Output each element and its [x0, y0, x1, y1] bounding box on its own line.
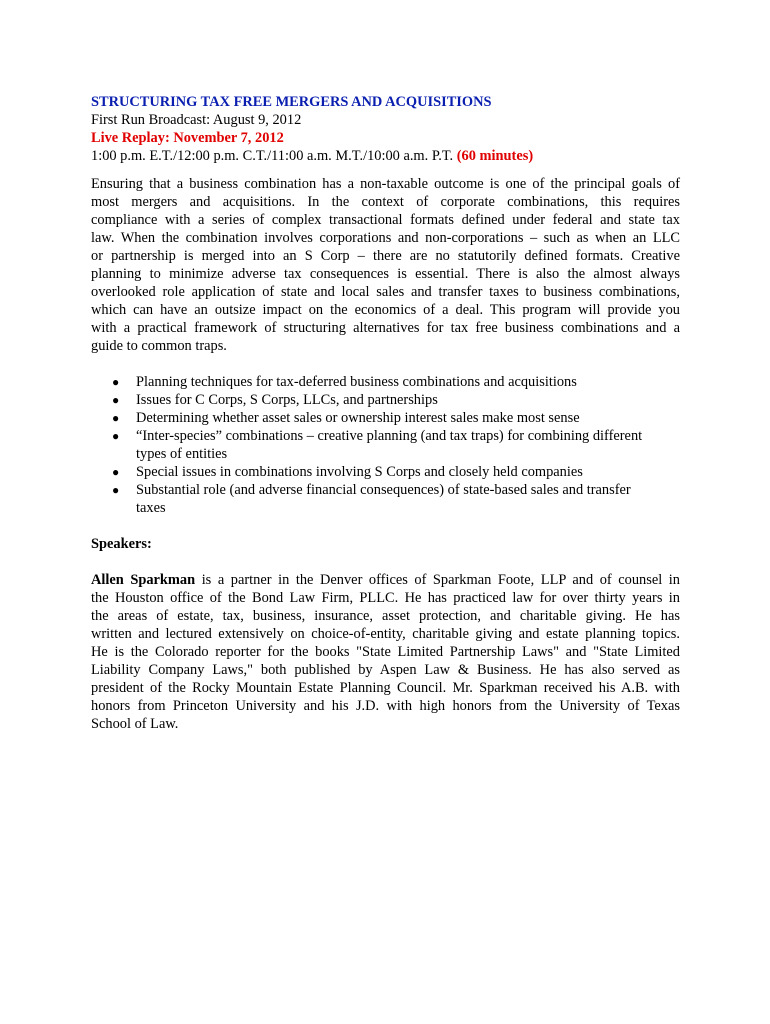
intro-line: or partnership is merged into an S Corp – there are no statutorily defined formats. Creative	[91, 248, 680, 264]
speaker-name: Allen Sparkman	[91, 572, 196, 588]
time-zones: 1:00 p.m. E.T./12:00 p.m. C.T./11:00 a.m. M.T./10:00 a.m. P.T.	[91, 148, 454, 164]
topic-list	[91, 373, 680, 517]
intro-line: which can have an outsize impact on the economics of a deal. This program will provide you	[91, 302, 680, 318]
list-item: ● Issues for C Corps, S Corps, LLCs, and partnerships	[112, 392, 438, 408]
bio-line: Allen Sparkman is a partner in the Denver offices of Sparkman Foote, LLP and of counsel in	[91, 572, 680, 588]
intro-line: overlooked role application of state and local sales and transfer taxes to business combinations,	[91, 284, 680, 300]
list-item: ● Substantial role (and adverse financial consequences) of state-based sales and transfer taxes	[112, 482, 631, 516]
bio-line: honors from Princeton University and his J.D. with high honors from the University of Texas	[91, 698, 680, 714]
bio-line: He is the Colorado reporter for the books "State Limited Partnership Laws" and "State Limited	[91, 644, 680, 660]
bullet-icon: ●	[112, 375, 120, 389]
speakers-heading: Speakers:	[91, 536, 152, 552]
intro-paragraph	[91, 175, 680, 355]
list-item: ● Planning techniques for tax-deferred business combinations and acquisitions	[112, 374, 577, 390]
program-duration: (60 minutes)	[456, 148, 534, 164]
intro-line: planning to minimize adverse tax consequences is essential. There is also the almost always	[91, 266, 680, 282]
broadcast-times	[91, 147, 680, 165]
bio-line: School of Law.	[91, 716, 179, 732]
bio-line: the Houston office of the Bond Law Firm, PLLC. He has practiced law for over thirty years in	[91, 590, 680, 606]
bullet-icon: ●	[112, 393, 120, 407]
bullet-icon: ●	[112, 465, 120, 479]
intro-line: law. When the combination involves corporations and non-corporations – such as when an LLC	[91, 230, 680, 246]
document-page	[91, 93, 680, 733]
bullet-icon: ●	[112, 411, 120, 425]
bio-line: written and lectured extensively on choice-of-entity, charitable giving and estate planning topics.	[91, 626, 680, 642]
bio-line: the areas of estate, tax, business, insurance, asset protection, and charitable giving. He has	[91, 608, 680, 624]
live-replay-date: Live Replay: November 7, 2012	[91, 130, 284, 146]
intro-line: most mergers and acquisitions. In the context of corporate combinations, this requires	[91, 194, 680, 210]
intro-line: guide to common traps.	[91, 338, 227, 354]
program-title: STRUCTURING TAX FREE MERGERS AND ACQUISITIONS	[91, 94, 492, 110]
list-item: ● Determining whether asset sales or ownership interest sales make most sense	[112, 410, 580, 426]
intro-line: with a practical framework of structuring alternatives for tax free business combinations and a	[91, 320, 680, 336]
bullet-icon: ●	[112, 429, 120, 443]
speaker-bio	[91, 571, 680, 733]
bio-line: Liability Company Laws," both published by Aspen Law & Business. He has also served as	[91, 662, 680, 678]
intro-line: compliance with a series of complex transactional formats defined under federal and state tax	[91, 212, 680, 228]
bio-line: president of the Rocky Mountain Estate Planning Council. Mr. Sparkman received his A.B. with	[91, 680, 680, 696]
list-item: ● Special issues in combinations involving S Corps and closely held companies	[112, 464, 583, 480]
first-run-broadcast: First Run Broadcast: August 9, 2012	[91, 112, 302, 128]
list-item: ● “Inter-species” combinations – creative planning (and tax traps) for combining different types of entities	[112, 428, 643, 462]
bullet-icon: ●	[112, 483, 120, 497]
intro-line: Ensuring that a business combination has a non-taxable outcome is one of the principal goals of	[91, 176, 680, 192]
